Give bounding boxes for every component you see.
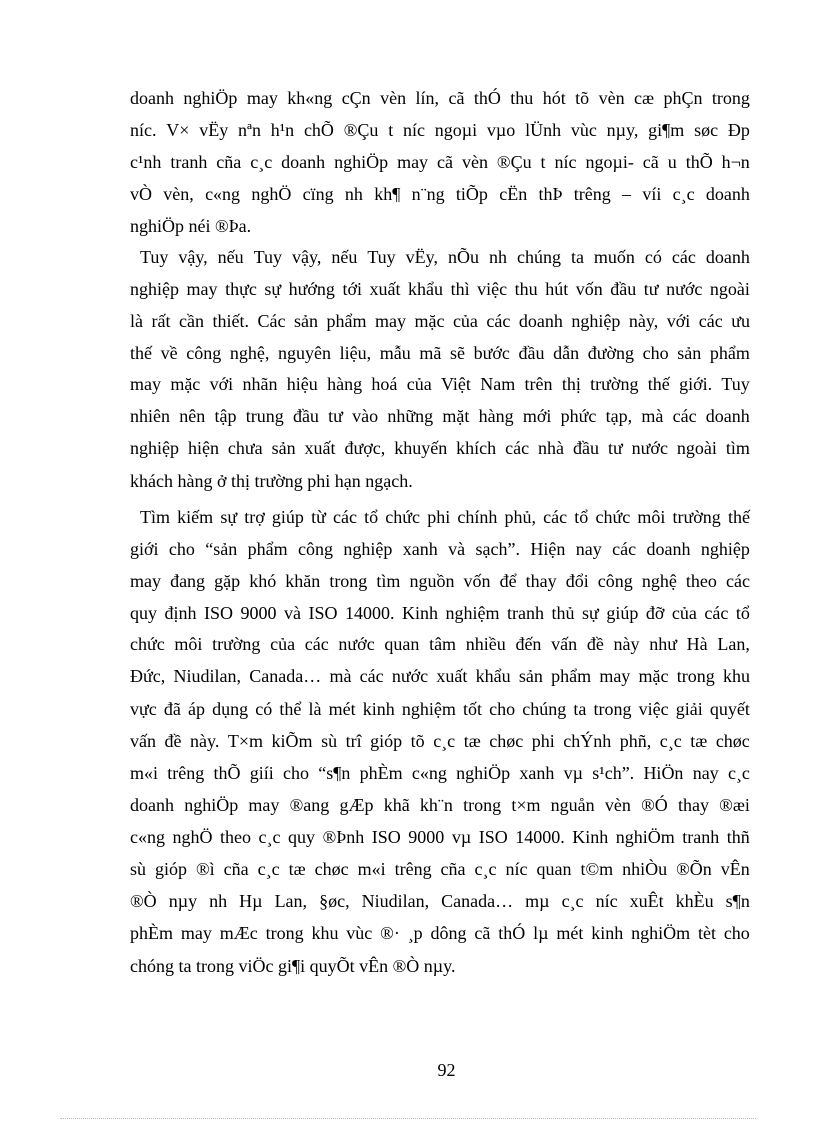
text-line: doanh nghiÖp may ®ang gÆp khã kh¨n trong t×m nguån vèn ®Ó thay ®æi (130, 795, 750, 815)
text-line: c¹nh tranh cña c¸c doanh nghiÖp may cã vèn ®Çu t níc ngoµi- cã u thÕ h¬n (130, 152, 750, 172)
text-line: thế về công nghệ, nguyên liệu, mẫu mã sẽ bước đầu dẫn đường cho sản phẩm (130, 343, 750, 363)
text-line: níc. V× vËy nªn h¹n chÕ ®Çu t níc ngoµi vµo lÜnh vùc nµy, gi¶m søc Ðp (130, 120, 750, 140)
text-line: c«ng nghÖ theo c¸c quy ®Þnh ISO 9000 vµ ISO 14000. Kinh nghiÖm tranh thñ (130, 827, 750, 847)
text-line: Tuy vậy, nếu Tuy vậy, nếu Tuy vËy, nÕu nh chúng ta muốn có các doanh (140, 247, 750, 267)
text-line: m«i trêng thÕ giíi cho “s¶n phÈm c«ng nghiÖp xanh vµ s¹ch”. HiÖn nay c¸c (130, 763, 750, 783)
text-line: khách hàng ở thị trường phi hạn ngạch. (130, 471, 413, 491)
page-bottom-rule (60, 1118, 756, 1119)
text-line: vÒ vèn, c«ng nghÖ cïng nh kh¶ n¨ng tiÕp cËn thÞ trêng – víi c¸c doanh (130, 184, 750, 204)
text-line: doanh nghiÖp may kh«ng cÇn vèn lín, cã thÓ thu hót tõ vèn cæ phÇn trong (130, 88, 750, 108)
text-line: nghiệp may thực sự hướng tới xuất khẩu thì việc thu hút vốn đầu tư nước ngoài (130, 279, 750, 299)
text-line: nhiên nên tập trung đầu tư vào những mặt hàng mới phức tạp, mà các doanh (130, 406, 750, 426)
text-line: nghiệp hiện chưa sản xuất được, khuyến khích các nhà đầu tư nước ngoài tìm (130, 438, 750, 458)
text-line: may đang gặp khó khăn trong tìm nguồn vốn để thay đổi công nghệ theo các (130, 571, 750, 591)
text-line: Đức, Niudilan, Canada… mà các nước xuất khẩu sản phẩm may mặc trong khu (130, 666, 750, 686)
text-line: phÈm may mÆc trong khu vùc ®· ¸p dông cã thÓ lµ mét kinh nghiÖm tèt cho (130, 923, 750, 943)
text-line: ®Ò nµy nh Hµ Lan, §øc, Niudilan, Canada… mµ c¸c níc xuÊt khÈu s¶n (130, 891, 750, 911)
text-line: là rất cần thiết. Các sản phẩm may mặc của các doanh nghiệp này, với các ưu (130, 311, 750, 331)
page-number: 92 (437, 1060, 456, 1080)
text-line: quy định ISO 9000 và ISO 14000. Kinh nghiệm tranh thủ sự giúp đỡ của các tổ (130, 603, 750, 623)
text-line: sù gióp ®ì cña c¸c tæ chøc m«i trêng cña c¸c níc quan t©m nhiÒu ®Õn vÊn (130, 859, 750, 879)
text-line: chóng ta trong viÖc gi¶i quyÕt vÊn ®Ò nµy. (130, 956, 456, 976)
text-line: nghiÖp néi ®Þa. (130, 216, 252, 236)
text-line: vực đã áp dụng có thể là mét kinh nghiệm tốt cho chúng ta trong việc giải quyết (130, 699, 750, 719)
text-line: may mặc với nhãn hiệu hàng hoá của Việt Nam trên thị trường thế giới. Tuy (130, 374, 750, 394)
text-line: chức môi trường của các nước quan tâm nhiều đến vấn đề này như Hà Lan, (130, 634, 750, 654)
text-line: giới cho “sản phẩm công nghiệp xanh và sạch”. Hiện nay các doanh nghiệp (130, 539, 750, 559)
text-line: Tìm kiếm sự trợ giúp từ các tổ chức phi chính phủ, các tổ chức môi trường thế (140, 507, 750, 527)
text-line: vấn đề này. T×m kiÕm sù trî gióp tõ c¸c tæ chøc phi chÝnh phñ, c¸c tæ chøc (130, 731, 750, 751)
